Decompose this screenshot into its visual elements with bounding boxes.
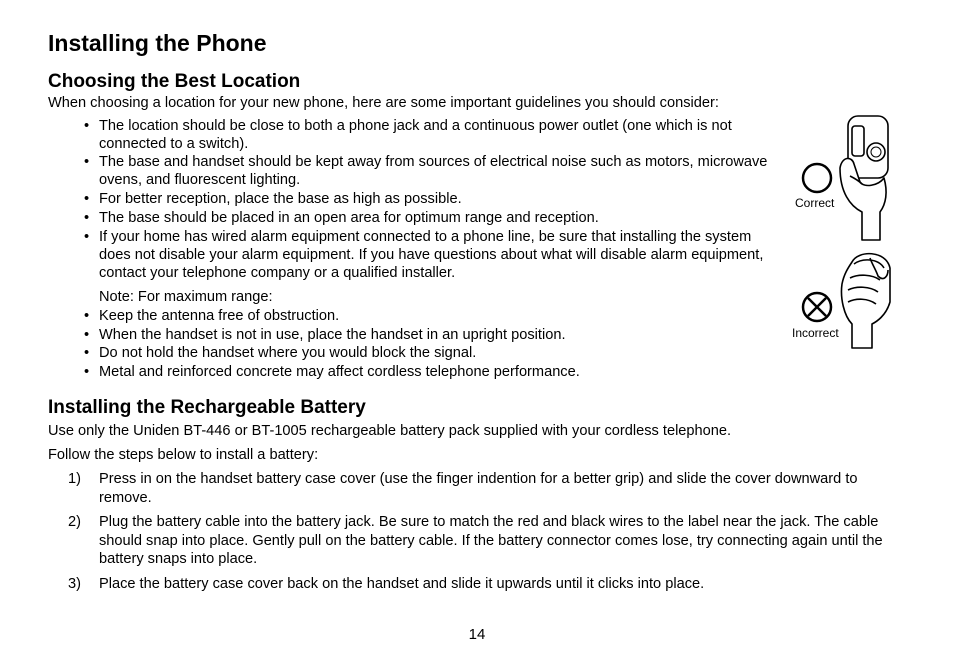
incorrect-hand-phone-icon — [841, 254, 890, 348]
correct-hand-phone-icon — [840, 116, 888, 240]
list-item: • If your home has wired alarm equipment connected to a phone line, be sure that installing the system does not disable your alarm equipment. If you have questions about what will disable alarm equipment, contact your telephone company or a qualified installer. — [48, 228, 771, 282]
list-item — [48, 470, 908, 507]
location-guidelines-list — [48, 117, 793, 282]
step-text: Plug the battery cable into the battery jack. Be sure to match the red and black wires to the label near the jack. The cable should snap into place. Gently pull on the battery cable. If the battery connector comes lose, try connecting again until the battery snaps into place. — [99, 514, 883, 567]
document-page — [48, 28, 908, 593]
list-item: • Metal and reinforced concrete may affect cordless telephone performance. — [48, 363, 908, 381]
correct-label: Correct — [795, 196, 835, 210]
list-item — [48, 575, 908, 594]
battery-follow: Follow the steps below to install a battery: — [48, 447, 319, 463]
handset-holding-illustration — [788, 112, 898, 352]
step-text: Press in on the handset battery case cover (use the finger indention for a better grip) and slide the cover downward to remove. — [99, 471, 858, 506]
range-note: Note: For maximum range: — [99, 289, 273, 305]
range-list — [48, 307, 908, 381]
section-heading-battery: Installing the Rechargeable Battery — [48, 397, 366, 418]
list-item: • Do not hold the handset where you would block the signal. — [48, 344, 908, 362]
holding-diagram-svg — [788, 112, 898, 352]
page-number: 14 — [468, 626, 486, 643]
step-text: Place the battery case cover back on the handset and slide it upwards until it clicks into place. — [99, 575, 705, 592]
list-item: • The location should be close to both a phone jack and a continuous power outlet (one which is not connected to a switch). — [48, 117, 793, 153]
incorrect-label: Incorrect — [792, 326, 839, 340]
battery-steps-list — [48, 470, 908, 593]
list-item: • The base and handset should be kept away from sources of electrical noise such as motors, microwave ovens, and fluorescent lighting. — [48, 153, 793, 189]
battery-intro: Use only the Uniden BT-446 or BT-1005 rechargeable battery pack supplied with your cordless telephone. — [48, 423, 732, 439]
incorrect-cross-icon — [803, 293, 831, 321]
page-title: Installing the Phone — [48, 30, 267, 56]
list-item: • When the handset is not in use, place the handset in an upright position. — [48, 326, 908, 344]
list-item: • The base should be placed in an open area for optimum range and reception. — [48, 209, 793, 227]
step-number: 2) — [68, 514, 81, 530]
step-number: 1) — [68, 471, 81, 487]
list-item: • For better reception, place the base as high as possible. — [48, 190, 793, 208]
step-number: 3) — [68, 575, 81, 592]
list-item: • Keep the antenna free of obstruction. — [48, 307, 908, 325]
location-intro: When choosing a location for your new phone, here are some important guidelines you should consider: — [48, 95, 719, 111]
section-heading-location: Choosing the Best Location — [48, 71, 301, 92]
correct-circle-icon — [803, 164, 831, 192]
list-item — [48, 513, 908, 569]
